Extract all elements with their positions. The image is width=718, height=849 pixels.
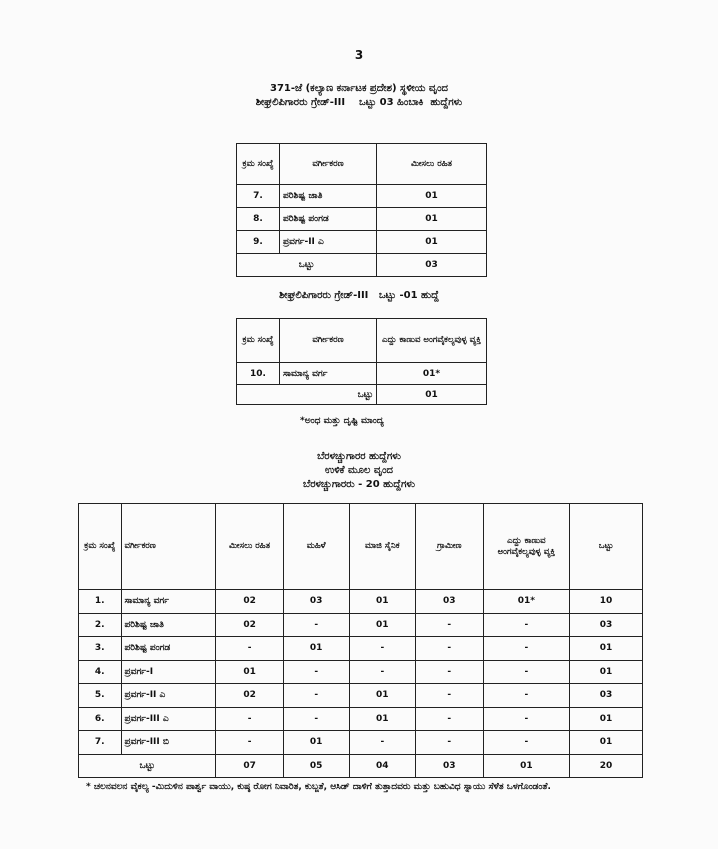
- cell: 01: [377, 185, 487, 208]
- cell: ಪ್ರವರ್ಗ-II ಎ: [280, 231, 377, 254]
- cell-rural: -: [416, 731, 484, 755]
- cell-unreserved: -: [216, 707, 283, 731]
- total-disabled: 01: [483, 754, 570, 777]
- header-category: ವರ್ಗೀಕರಣ: [280, 144, 377, 185]
- total-unreserved: 07: [216, 754, 283, 777]
- cell: 10.: [237, 363, 280, 385]
- cell-disabled: -: [483, 613, 570, 637]
- table-2-footnote: *ಅಂಧ ಮತ್ತು ದೃಷ್ಟಿ ಮಾಂದ್ಯ: [300, 416, 384, 426]
- cell-rural: -: [416, 707, 484, 731]
- header-serial: ಕ್ರಮ ಸಂಖ್ಯೆ: [237, 144, 280, 185]
- cell: ಪರಿಶಿಷ್ಟ ಜಾತಿ: [280, 185, 377, 208]
- header-unreserved: ಮೀಸಲು ರಹಿತ: [377, 144, 487, 185]
- cell-rural: -: [416, 660, 484, 684]
- cell-serial: 7.: [79, 731, 122, 755]
- total-label: ಒಟ್ಟು: [237, 385, 377, 405]
- cell-unreserved: -: [216, 637, 283, 661]
- table-2: [236, 318, 487, 405]
- cell: 01: [377, 231, 487, 254]
- cell-ex-servicemen: -: [349, 637, 415, 661]
- cell-serial: 6.: [79, 707, 122, 731]
- cell-ex-servicemen: 01: [349, 590, 415, 614]
- table-row: [79, 707, 643, 731]
- total-value: 03: [377, 254, 487, 277]
- cell-disabled: -: [483, 637, 570, 661]
- cell: 8.: [237, 208, 280, 231]
- table-row: [237, 185, 487, 208]
- heading-3-line-1: ಬೆರಳಚ್ಚುಗಾರರ ಹುದ್ದೆಗಳು: [317, 451, 401, 462]
- cell-category: ಪ್ರವರ್ಗ-III ಎ: [121, 707, 216, 731]
- header-ex-servicemen: ಮಾಜಿ ಸೈನಿಕ: [349, 504, 415, 590]
- total-value: 01: [377, 385, 487, 405]
- total-row: [237, 254, 487, 277]
- cell-total: 01: [570, 731, 643, 755]
- table-row: [237, 363, 487, 385]
- header-women: ಮಹಿಳೆ: [283, 504, 349, 590]
- cell-ex-servicemen: -: [349, 660, 415, 684]
- cell-total: 01: [570, 707, 643, 731]
- cell-ex-servicemen: -: [349, 731, 415, 755]
- header-category: ವರ್ಗೀಕರಣ: [280, 319, 377, 363]
- header-rural: ಗ್ರಾಮೀಣ: [416, 504, 484, 590]
- table-row: [79, 684, 643, 708]
- heading-3-line-3: ಬೆರಳಚ್ಚುಗಾರರು - 20 ಹುದ್ದೆಗಳು: [302, 479, 416, 490]
- header-serial: ಕ್ರಮ ಸಂಖ್ಯೆ: [237, 319, 280, 363]
- cell-ex-servicemen: 01: [349, 707, 415, 731]
- table-3: [78, 503, 643, 778]
- cell-category: ಪ್ರವರ್ಗ-I: [121, 660, 216, 684]
- cell-disabled: -: [483, 731, 570, 755]
- cell-women: 01: [283, 731, 349, 755]
- header-serial: ಕ್ರಮ ಸಂಖ್ಯೆ: [79, 504, 122, 590]
- cell-total: 01: [570, 660, 643, 684]
- cell-women: -: [283, 660, 349, 684]
- table-row: [79, 660, 643, 684]
- heading-1-line-1: 371-ಜೆ (ಕಲ್ಯಾಣ ಕರ್ನಾಟಕ ಪ್ರದೇಶ) ಸ್ಥಳೀಯ ವೃಂದ: [269, 83, 449, 94]
- cell-total: 03: [570, 613, 643, 637]
- cell-serial: 2.: [79, 613, 122, 637]
- cell-unreserved: 01: [216, 660, 283, 684]
- header-unreserved: ಮೀಸಲು ರಹಿತ: [216, 504, 283, 590]
- cell-unreserved: 02: [216, 590, 283, 614]
- total-total: 20: [570, 754, 643, 777]
- cell-rural: -: [416, 613, 484, 637]
- cell: 01: [377, 208, 487, 231]
- cell-women: 01: [283, 637, 349, 661]
- cell-women: -: [283, 707, 349, 731]
- cell: 7.: [237, 185, 280, 208]
- cell-unreserved: -: [216, 731, 283, 755]
- cell-serial: 1.: [79, 590, 122, 614]
- cell-rural: -: [416, 637, 484, 661]
- cell-category: ಪರಿಶಿಷ್ಟ ಜಾತಿ: [121, 613, 216, 637]
- header-row: [79, 504, 643, 590]
- cell-total: 03: [570, 684, 643, 708]
- cell-category: ಪರಿಶಿಷ್ಟ ಪಂಗಡ: [121, 637, 216, 661]
- table-row: [79, 590, 643, 614]
- page-number: 3: [354, 48, 364, 62]
- cell-rural: 03: [416, 590, 484, 614]
- cell-unreserved: 02: [216, 613, 283, 637]
- footnote: * ಚಲನವಲನ ವೈಕಲ್ಯ -ಮಿದುಳಿನ ಪಾರ್ಶ್ವ ವಾಯು, ಕುಷ್ಠ ರೋಗ ನಿವಾರಿತ, ಕುಬ್ಜತೆ, ಆಸಿಡ್ ದಾಳಿಗೆ ತುತ್ತಾದವರು ಮತ್ತು ಬಹುವಿಧ ಸ್ನಾಯು ಸೆಳೆತ ಒಳಗೊಂಡಂತೆ.: [86, 782, 551, 792]
- cell-disabled: -: [483, 684, 570, 708]
- cell-total: 10: [570, 590, 643, 614]
- table-1: [236, 143, 487, 277]
- table-row: [237, 231, 487, 254]
- cell-unreserved: 02: [216, 684, 283, 708]
- cell-women: -: [283, 613, 349, 637]
- cell-serial: 3.: [79, 637, 122, 661]
- header-disabled: ಎದ್ದು ಕಾಣುವ ಅಂಗವೈಕಲ್ಯವುಳ್ಳ ವ್ಯಕ್ತಿ: [377, 319, 487, 363]
- cell-rural: -: [416, 684, 484, 708]
- cell-total: 01: [570, 637, 643, 661]
- total-women: 05: [283, 754, 349, 777]
- cell-serial: 5.: [79, 684, 122, 708]
- total-ex-servicemen: 04: [349, 754, 415, 777]
- total-row: [237, 385, 487, 405]
- table-row: [79, 613, 643, 637]
- heading-1-line-2: ಶೀಘ್ರಲಿಪಿಗಾರರು ಗ್ರೇಡ್-III ಒಟ್ಟು 03 ಹಿಂಬಾಕಿ ಹುದ್ದೆಗಳು: [255, 97, 463, 108]
- heading-2: ಶೀಘ್ರಲಿಪಿಗಾರರು ಗ್ರೇಡ್-III ಒಟ್ಟು -01 ಹುದ್ದೆ: [279, 290, 439, 301]
- cell-ex-servicemen: 01: [349, 613, 415, 637]
- cell: ಸಾಮಾನ್ಯ ವರ್ಗ: [280, 363, 377, 385]
- cell-disabled: 01*: [483, 590, 570, 614]
- heading-3-line-2: ಉಳಿಕೆ ಮೂಲ ವೃಂದ: [324, 465, 394, 476]
- cell-category: ಪ್ರವರ್ಗ-II ಎ: [121, 684, 216, 708]
- total-label: ಒಟ್ಟು: [237, 254, 377, 277]
- cell-women: -: [283, 684, 349, 708]
- table-row: [237, 208, 487, 231]
- table-row: [79, 731, 643, 755]
- header-disabled: ಎದ್ದು ಕಾಣುವ ಅಂಗವೈಕಲ್ಯವುಳ್ಳ ವ್ಯಕ್ತಿ: [483, 504, 570, 590]
- header-category: ವರ್ಗೀಕರಣ: [121, 504, 216, 590]
- total-row: [79, 754, 643, 777]
- cell-category: ಸಾಮಾನ್ಯ ವರ್ಗ: [121, 590, 216, 614]
- total-label: ಒಟ್ಟು: [79, 754, 216, 777]
- cell: 01*: [377, 363, 487, 385]
- cell-serial: 4.: [79, 660, 122, 684]
- cell-category: ಪ್ರವರ್ಗ-III ಬಿ: [121, 731, 216, 755]
- cell-women: 03: [283, 590, 349, 614]
- header-total: ಒಟ್ಟು: [570, 504, 643, 590]
- cell-ex-servicemen: 01: [349, 684, 415, 708]
- total-rural: 03: [416, 754, 484, 777]
- cell: ಪರಿಶಿಷ್ಟ ಪಂಗಡ: [280, 208, 377, 231]
- cell-disabled: -: [483, 707, 570, 731]
- cell: 9.: [237, 231, 280, 254]
- cell-disabled: -: [483, 660, 570, 684]
- table-row: [79, 637, 643, 661]
